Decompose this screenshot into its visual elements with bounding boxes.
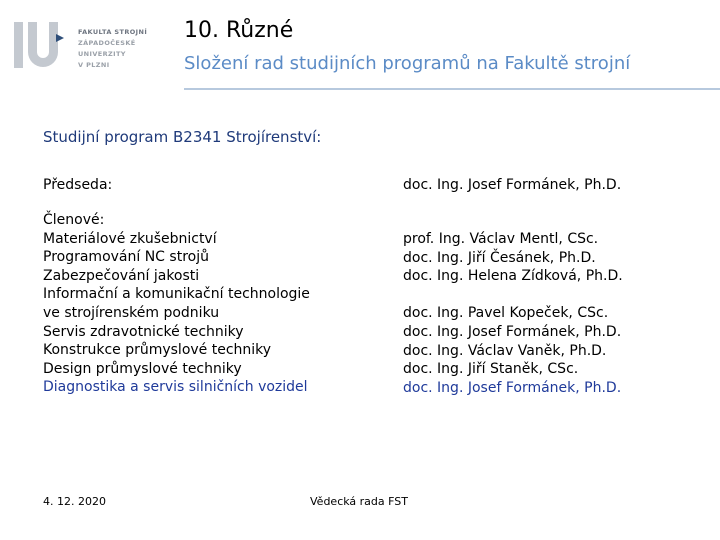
members-label: Členové: [43,212,105,228]
chair-label: Předseda: [43,177,113,193]
list-item: doc. Ing. Václav Vaněk, Ph.D. [403,342,607,359]
list-item: doc. Ing. Helena Zídková, Ph.D. [403,268,623,285]
list-item: Design průmyslové techniky [43,360,242,377]
list-item: Informační a komunikační technologie [43,286,310,303]
members-list [43,211,310,397]
list-item: doc. Ing. Josef Formánek, Ph.D. [403,379,622,396]
logo-line-4: V PLZNI [78,61,110,69]
list-spacer [403,286,623,305]
list-item: Zabezpečování jakosti [43,267,200,284]
members-names [403,230,623,397]
chair-value: doc. Ing. Josef Formánek, Ph.D. [403,177,622,193]
list-item: doc. Ing. Jiří Česánek, Ph.D. [403,249,596,266]
list-item: Materiálové zkušebnictví [43,230,217,247]
list-item: doc. Ing. Jiří Staněk, CSc. [403,361,579,378]
list-item: Konstrukce průmyslové techniky [43,342,272,359]
logo-line-2: ZÁPADOČESKÉ [78,39,136,47]
list-item: ve strojírenském podniku [43,304,220,321]
logo-line-1: FAKULTA STROJNÍ [78,28,148,36]
logo-mark-bar-left [14,22,23,68]
list-item: Servis zdravotnické techniky [43,323,244,340]
list-item: Programování NC strojů [43,249,209,266]
logo-line-3: UNIVERZITY [78,50,126,58]
program-heading: Studijní program B2341 Strojírenství: [43,128,322,146]
footer-center-text: Vědecká rada FST [310,495,408,508]
header-divider [184,88,720,90]
footer-date: 4. 12. 2020 [43,495,106,508]
list-item: doc. Ing. Pavel Kopeček, CSc. [403,305,609,322]
list-item: Diagnostika a servis silničních vozidel [43,379,308,396]
list-item: prof. Ing. Václav Mentl, CSc. [403,231,599,247]
slide-subtitle: Složení rad studijních programů na Fakultě strojní [184,53,631,74]
logo-mark-u [28,22,58,67]
logo-triangle-icon [56,34,64,42]
list-item: doc. Ing. Josef Formánek, Ph.D. [403,323,622,340]
logo-text [78,27,147,71]
slide-title: 10. Různé [184,18,294,43]
